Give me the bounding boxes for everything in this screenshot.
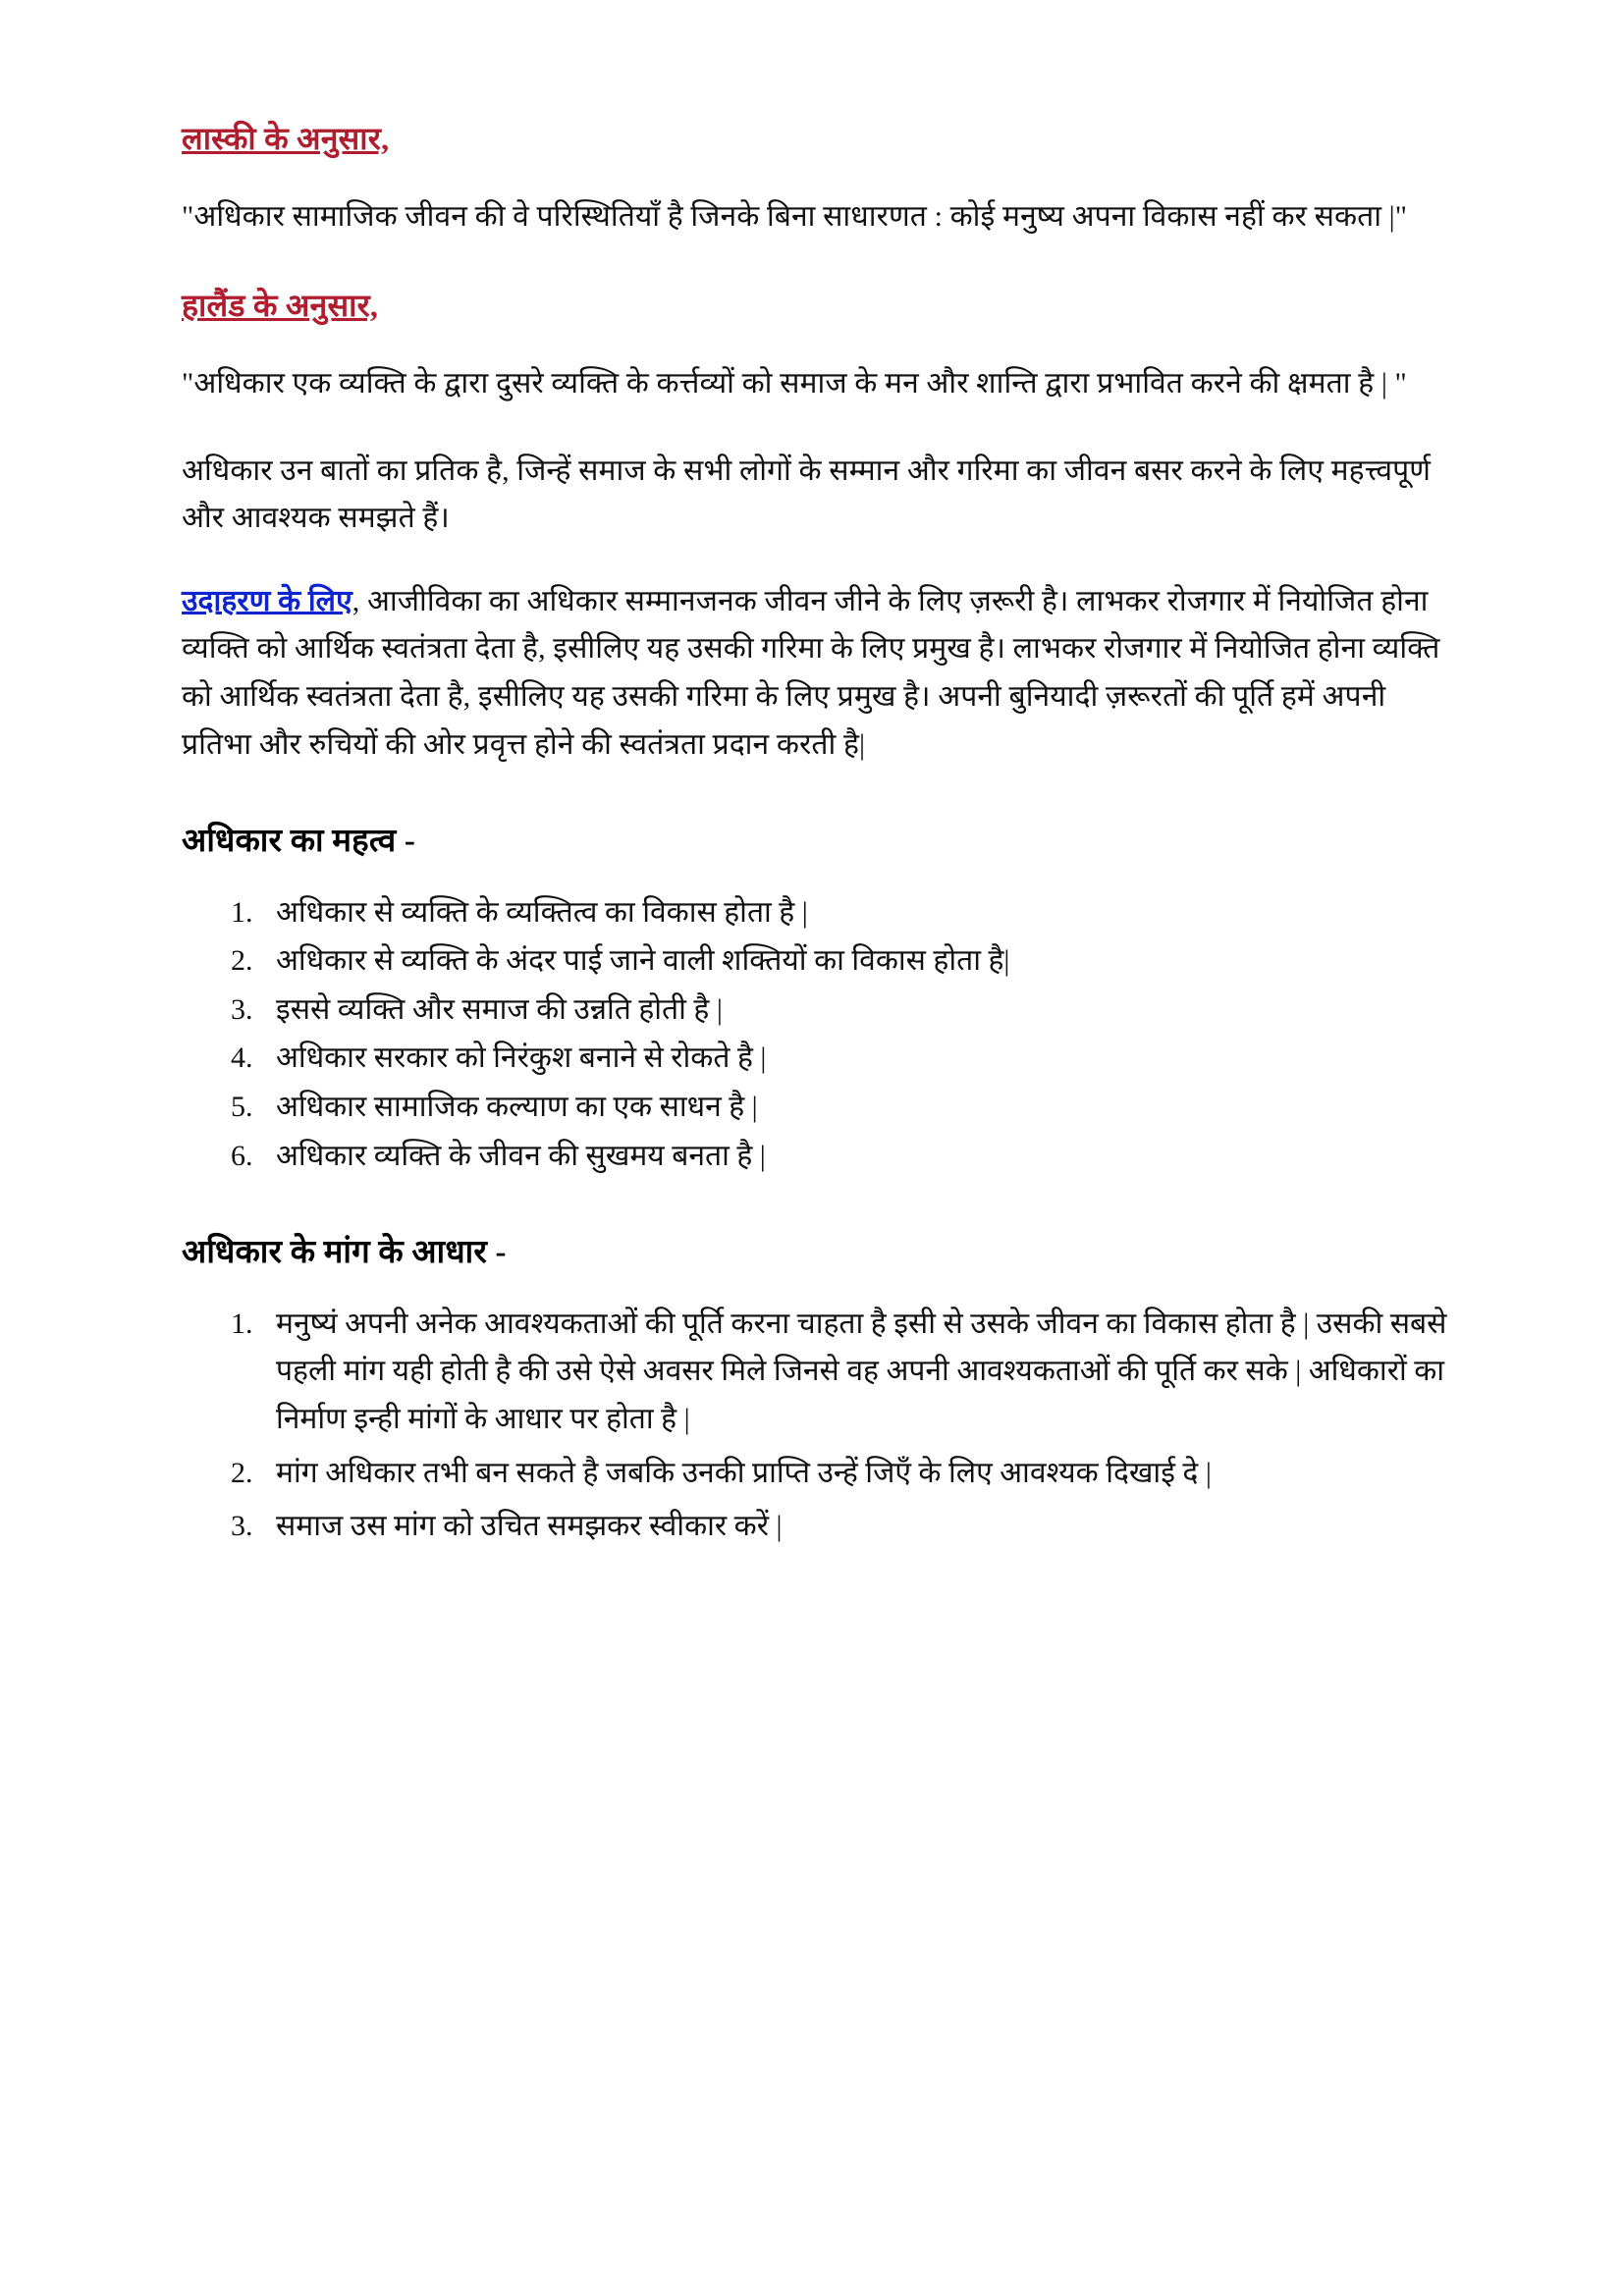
- list-item-text: 3. समाज उस मांग को उचित समझकर स्वीकार करें |: [276, 1510, 783, 1543]
- heading-laski: लास्की के अनुसार,: [182, 121, 390, 156]
- list-item-text: 1. अधिकार से व्यक्ति के व्यक्तित्व का विकास होता है |: [276, 895, 808, 929]
- list-item: [260, 987, 1448, 1035]
- paragraph-example: [182, 578, 1448, 769]
- list-importance: [182, 889, 1448, 1181]
- example-body: , आजीविका का अधिकार सम्मानजनक जीवन जीने के लिए ज़रूरी है। लाभकर रोजगार में नियोजित होना व्यक्ति को आर्थिक स्वतंत्रता देता है, इसीलिए यह उसकी गरिमा के लिए प्रमुख है। लाभकर रोजगार में नियोजित होना व्यक्ति को आर्थिक स्वतंत्रता देता है, इसीलिए यह उसकी गरिमा के लिए प्रमुख है। अपनी बुनियादी ज़रूरतों की पूर्ति हमें अपनी प्रतिभा और रुचियों की ओर प्रवृत्त होने की स्वतंत्रता प्रदान करती है|: [182, 584, 1440, 761]
- list-item: [260, 1035, 1448, 1083]
- quote-laski: "अधिकार सामाजिक जीवन की वे परिस्थितियाँ है जिनके बिना साधारणत : कोई मनुष्य अपना विकास नहीं कर सकता |": [182, 200, 1408, 234]
- paragraph-definition: अधिकार उन बातों का प्रतिक है, जिन्हें समाज के सभी लोगों के सम्मान और गरिमा का जीवन बसर करने के लिए महत्त्वपूर्ण और आवश्यक समझते हैं।: [182, 454, 1432, 535]
- heading-importance: अधिकार का महत्व -: [182, 824, 416, 860]
- list-item-text: 2. अधिकार से व्यक्ति के अंदर पाई जाने वाली शक्तियों का विकास होता है|: [276, 944, 1010, 978]
- heading-basis-of-demand: अधिकार के मांग के आधार -: [182, 1235, 507, 1271]
- heading-holland: हालैंड के अनुसार,: [182, 287, 379, 323]
- example-label: उदाहरण के लिए: [182, 584, 352, 617]
- list-item-text: 1. मनुष्यं अपनी अनेक आवश्यकताओं की पूर्ति करना चाहता है इसी से उसके जीवन का विकास होता है | उसकी सबसे पहली मांग यही होती है की उसे ऐसे अवसर मिले जिनसे वह अपनी आवश्यकताओं की पूर्ति कर सके | अधिकारों का निर्माण इन्ही मांगों के आधार पर होता है |: [276, 1307, 1447, 1435]
- list-item: [260, 1133, 1448, 1181]
- document-content: [182, 118, 1448, 1551]
- list-item-text: 3. इससे व्यक्ति और समाज की उन्नति होती है |: [276, 992, 723, 1026]
- list-item: [260, 1301, 1448, 1444]
- list-item: [260, 1084, 1448, 1132]
- list-basis-of-demand: [182, 1301, 1448, 1551]
- list-item: [260, 937, 1448, 986]
- list-item-text: 2. मांग अधिकार तभी बन सकते है जबकि उनकी प्राप्ति उन्हें जिएँ के लिए आवश्यक दिखाई दे |: [276, 1456, 1212, 1489]
- list-item: [260, 889, 1448, 937]
- quote-holland: "अधिकार एक व्यक्ति के द्वारा दुसरे व्यक्ति के कर्त्तव्यों को समाज के मन और शान्ति द्वारा प्रभावित करने की क्षमता है | ": [182, 366, 1407, 400]
- list-item: [260, 1503, 1448, 1551]
- list-item: [260, 1450, 1448, 1498]
- list-item-text: 6. अधिकार व्यक्ति के जीवन की सुखमय बनता है |: [276, 1139, 766, 1172]
- list-item-text: 4. अधिकार सरकार को निरंकुश बनाने से रोकते है |: [276, 1041, 767, 1075]
- list-item-text: 5. अधिकार सामाजिक कल्याण का एक साधन है |: [276, 1091, 758, 1124]
